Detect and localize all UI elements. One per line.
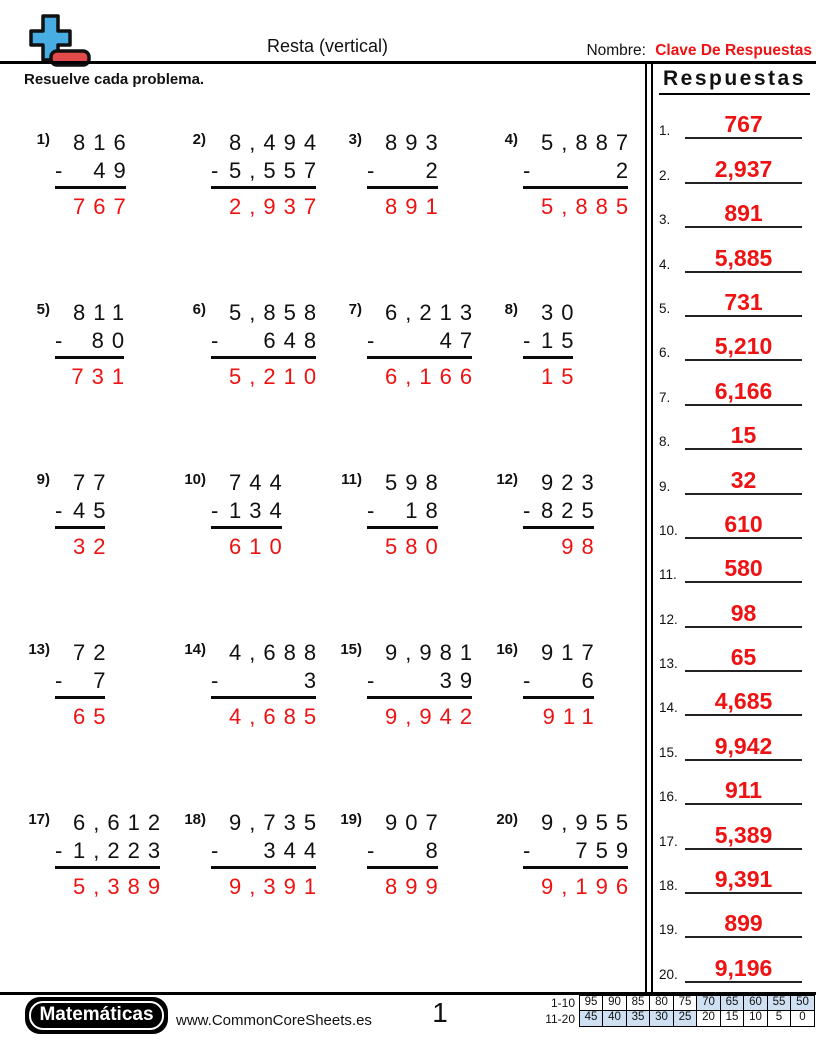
minuend: 5,858 — [229, 300, 325, 325]
name-row — [586, 42, 812, 60]
problem-body — [211, 638, 325, 730]
answer-number: 7. — [659, 389, 671, 405]
subtrahend: 80 — [91, 328, 133, 353]
subtrahend: 7 — [93, 668, 114, 693]
minus-sign: - — [55, 838, 63, 863]
subtrahend: 49 — [93, 158, 134, 183]
answer-number: 2. — [659, 167, 671, 183]
score-cell: 20 — [696, 1010, 721, 1028]
minus-sign: - — [211, 498, 219, 523]
answer-item — [659, 896, 808, 940]
problem-number: 3) — [348, 131, 362, 148]
answer-number: 4. — [659, 256, 671, 272]
subtraction-row — [211, 497, 290, 529]
problem-answer: 731 — [71, 364, 133, 389]
answer-item — [659, 363, 808, 407]
answer-value: 891 — [685, 200, 802, 228]
minus-sign: - — [523, 158, 531, 183]
minuend: 5,887 — [541, 130, 637, 155]
name-label: Nombre: — [586, 42, 646, 59]
answer-value: 9,942 — [685, 733, 802, 761]
problem-body — [523, 298, 582, 390]
answer-item — [659, 807, 808, 851]
problem-answer: 9,942 — [385, 704, 481, 729]
subtrahend: 18 — [405, 498, 446, 523]
subtraction-row — [367, 497, 446, 529]
score-cell: 5 — [767, 1010, 792, 1028]
problem-answer: 5,885 — [541, 194, 637, 219]
answer-item — [659, 97, 808, 141]
problem-answer: 4,685 — [229, 704, 325, 729]
answer-value: 5,389 — [685, 822, 802, 850]
answers-list — [659, 97, 808, 985]
answer-item — [659, 230, 808, 274]
answer-number: 16. — [659, 789, 678, 805]
answer-number: 18. — [659, 878, 678, 894]
subtraction-row — [211, 157, 325, 189]
problem-body — [211, 128, 325, 220]
minuend: 816 — [73, 130, 134, 155]
subtrahend: 47 — [439, 328, 481, 353]
minuend: 4,688 — [229, 640, 325, 665]
name-value: Clave De Respuestas — [655, 42, 812, 59]
subtrahend: 344 — [263, 838, 325, 863]
page-number: 1 — [432, 997, 448, 1028]
minuend: 907 — [385, 810, 446, 835]
problem-answer: 610 — [229, 534, 290, 559]
subtrahend: 759 — [575, 838, 637, 863]
answer-value: 5,210 — [685, 333, 802, 361]
minus-sign: - — [523, 498, 531, 523]
problem — [174, 802, 330, 972]
answer-item — [659, 630, 808, 674]
problem-answer: 767 — [73, 194, 134, 219]
answer-number: 13. — [659, 656, 678, 672]
answers-title-wrap — [659, 67, 808, 95]
answer-number: 3. — [659, 212, 671, 228]
score-cell: 40 — [602, 1010, 627, 1028]
problem — [330, 462, 486, 632]
problem-number: 20) — [496, 811, 518, 828]
score-cell: 80 — [649, 995, 674, 1011]
problem-body — [367, 638, 481, 730]
minuend: 917 — [541, 640, 602, 665]
problem-body — [367, 298, 481, 390]
subtraction-row — [55, 157, 134, 189]
minus-sign: - — [367, 668, 375, 693]
problem-answer: 2,937 — [229, 194, 325, 219]
score-cell: 50 — [790, 995, 815, 1011]
problem-answer: 9,196 — [541, 874, 637, 899]
problem-number: 12) — [496, 471, 518, 488]
score-cell: 60 — [743, 995, 768, 1011]
score-cell: 10 — [743, 1010, 768, 1028]
problem-answer: 98 — [561, 534, 602, 559]
score-row-label: 11-20 — [545, 1012, 575, 1026]
score-row-label: 1-10 — [550, 996, 575, 1010]
answer-item — [659, 763, 808, 807]
problem — [18, 462, 174, 632]
answer-item — [659, 141, 808, 185]
answer-value: 4,685 — [685, 688, 802, 716]
problem — [330, 292, 486, 462]
problem-body — [523, 128, 637, 220]
answer-value: 6,166 — [685, 378, 802, 406]
score-cell: 85 — [626, 995, 651, 1011]
answer-number: 12. — [659, 611, 678, 627]
answer-number: 15. — [659, 744, 678, 760]
subtraction-row — [367, 837, 446, 869]
problem — [174, 632, 330, 802]
problem-number: 5) — [36, 301, 50, 318]
answer-number: 5. — [659, 300, 671, 316]
subtraction-row — [523, 497, 602, 529]
answer-number: 9. — [659, 478, 671, 494]
answer-value: 15 — [685, 422, 802, 450]
answer-value: 9,196 — [685, 955, 802, 983]
problem-answer: 65 — [73, 704, 114, 729]
problem-number: 17) — [28, 811, 50, 828]
problem-number: 19) — [340, 811, 362, 828]
score-cell: 35 — [626, 1010, 651, 1028]
problem — [486, 462, 642, 632]
minuend: 6,612 — [73, 810, 169, 835]
problem-answer: 6,166 — [385, 364, 481, 389]
answer-number: 17. — [659, 833, 678, 849]
brand-name: Matemáticas — [29, 1001, 163, 1030]
subtraction-row — [211, 667, 325, 699]
minuend: 923 — [541, 470, 602, 495]
subtraction-row — [55, 667, 114, 699]
answer-item — [659, 275, 808, 319]
problem-number: 4) — [504, 131, 518, 148]
minuend: 9,955 — [541, 810, 637, 835]
score-cell: 55 — [767, 995, 792, 1011]
problem — [330, 122, 486, 292]
problem — [18, 292, 174, 462]
answer-item — [659, 186, 808, 230]
answer-value: 731 — [685, 289, 802, 317]
answer-number: 14. — [659, 700, 678, 716]
minuend: 72 — [73, 640, 114, 665]
score-cell: 75 — [673, 995, 698, 1011]
answer-item — [659, 718, 808, 762]
answer-number: 1. — [659, 123, 671, 139]
score-cell: 45 — [579, 1010, 604, 1028]
subtrahend: 2 — [615, 158, 637, 183]
subtrahend: 3 — [303, 668, 325, 693]
problem-number: 8) — [504, 301, 518, 318]
subtraction-row — [211, 837, 325, 869]
problem-number: 11) — [341, 471, 362, 488]
minuend: 811 — [73, 300, 133, 325]
problem — [486, 632, 642, 802]
problem — [486, 122, 642, 292]
brand-logo — [25, 997, 168, 1034]
problem-number: 16) — [496, 641, 518, 658]
problem-body — [523, 468, 602, 560]
minuend: 8,494 — [229, 130, 325, 155]
answer-value: 98 — [685, 600, 802, 628]
problem-body — [55, 808, 169, 900]
problem-body — [55, 468, 114, 560]
problem-body — [367, 128, 446, 220]
score-table — [534, 995, 815, 1027]
website-url: www.CommonCoreSheets.es — [176, 1012, 372, 1029]
subtraction-row — [523, 157, 637, 189]
score-cell: 25 — [673, 1010, 698, 1028]
problem-number: 14) — [184, 641, 206, 658]
problem-answer: 9,391 — [229, 874, 325, 899]
minuend: 744 — [229, 470, 290, 495]
subtrahend: 6 — [581, 668, 602, 693]
answer-item — [659, 674, 808, 718]
minus-sign: - — [55, 328, 63, 353]
subtrahend: 2 — [425, 158, 446, 183]
minus-sign: - — [55, 668, 63, 693]
problem-answer: 5,210 — [229, 364, 325, 389]
answer-item — [659, 585, 808, 629]
answer-item — [659, 408, 808, 452]
subtraction-row — [523, 837, 637, 869]
subtraction-row — [367, 667, 481, 699]
minus-sign: - — [211, 668, 219, 693]
subtraction-row — [367, 157, 446, 189]
subtrahend: 648 — [263, 328, 325, 353]
answer-value: 2,937 — [685, 156, 802, 184]
problem-body — [55, 638, 114, 730]
answer-value: 610 — [685, 511, 802, 539]
subtraction-row — [55, 837, 169, 869]
subtraction-row — [523, 327, 582, 359]
answer-number: 11. — [659, 567, 677, 583]
minus-sign: - — [367, 838, 375, 863]
problem-number: 13) — [28, 641, 50, 658]
problem-answer: 911 — [542, 704, 602, 729]
answer-number: 19. — [659, 922, 678, 938]
subtraction-row — [55, 497, 114, 529]
minuend: 893 — [385, 130, 446, 155]
answer-number: 8. — [659, 434, 671, 450]
problem-number: 7) — [348, 301, 362, 318]
answer-item — [659, 452, 808, 496]
minus-sign: - — [55, 158, 63, 183]
minuend: 77 — [73, 470, 114, 495]
answer-number: 10. — [659, 522, 678, 538]
problem-number: 15) — [340, 641, 362, 658]
problem-answer: 891 — [385, 194, 446, 219]
page-title: Resta (vertical) — [266, 36, 389, 56]
answer-value: 65 — [685, 644, 802, 672]
answer-value: 5,885 — [685, 245, 802, 273]
problem-answer: 5,389 — [73, 874, 169, 899]
minus-sign: - — [367, 328, 375, 353]
score-cell: 0 — [790, 1010, 815, 1028]
subtrahend: 39 — [439, 668, 481, 693]
problem-body — [55, 298, 133, 390]
minuend: 30 — [541, 300, 582, 325]
subtrahend: 5,557 — [229, 158, 325, 183]
minuend: 9,735 — [229, 810, 325, 835]
problem-body — [367, 468, 446, 560]
minus-sign: - — [211, 328, 219, 353]
problem-body — [211, 468, 290, 560]
answers-sidebar-inner — [651, 61, 816, 992]
minus-sign: - — [523, 838, 531, 863]
problem-answer: 15 — [541, 364, 582, 389]
problem-number: 6) — [192, 301, 206, 318]
answer-number: 20. — [659, 966, 678, 982]
subtraction-row — [211, 327, 325, 359]
answer-item — [659, 852, 808, 896]
minus-sign: - — [211, 838, 219, 863]
answer-value: 580 — [685, 555, 802, 583]
answer-value: 911 — [685, 777, 802, 805]
subtraction-row — [55, 327, 133, 359]
problem — [330, 632, 486, 802]
problem-body — [211, 808, 325, 900]
score-cell: 95 — [579, 995, 604, 1011]
minuend: 6,213 — [385, 300, 481, 325]
minus-sign: - — [367, 158, 375, 183]
subtrahend: 825 — [541, 498, 602, 523]
problem — [18, 802, 174, 972]
problem-body — [523, 808, 637, 900]
answer-item — [659, 319, 808, 363]
answers-title: Respuestas — [659, 67, 810, 95]
score-cell: 70 — [696, 995, 721, 1011]
answer-value: 9,391 — [685, 866, 802, 894]
problem-number: 2) — [192, 131, 206, 148]
subtraction-row — [367, 327, 481, 359]
minus-sign: - — [211, 158, 219, 183]
problem — [486, 802, 642, 972]
score-cell: 65 — [720, 995, 745, 1011]
problem-body — [211, 298, 325, 390]
answer-item — [659, 541, 808, 585]
problem — [486, 292, 642, 462]
subtrahend: 8 — [425, 838, 446, 863]
score-cell: 15 — [720, 1010, 745, 1028]
subtraction-row — [523, 667, 602, 699]
problem-number: 18) — [184, 811, 206, 828]
problem-number: 10) — [184, 471, 206, 488]
problem-answer: 580 — [385, 534, 446, 559]
score-cell: 30 — [649, 1010, 674, 1028]
problem-answer: 32 — [73, 534, 114, 559]
answer-item — [659, 940, 808, 984]
minus-sign: - — [523, 328, 531, 353]
problem — [174, 122, 330, 292]
minus-sign: - — [523, 668, 531, 693]
problem-body — [55, 128, 134, 220]
answer-item — [659, 497, 808, 541]
answer-number: 6. — [659, 345, 671, 361]
minus-sign: - — [367, 498, 375, 523]
problem — [330, 802, 486, 972]
subtrahend: 1,223 — [73, 838, 169, 863]
answer-value: 767 — [685, 111, 802, 139]
problem-body — [367, 808, 446, 900]
problem — [174, 292, 330, 462]
subtrahend: 45 — [73, 498, 114, 523]
answer-value: 899 — [685, 910, 802, 938]
problem-answer: 899 — [385, 874, 446, 899]
answers-sidebar — [645, 61, 816, 992]
score-cell: 90 — [602, 995, 627, 1011]
problem — [18, 122, 174, 292]
subtrahend: 15 — [541, 328, 582, 353]
score-row — [534, 1011, 815, 1027]
minuend: 9,981 — [385, 640, 481, 665]
answer-value: 32 — [685, 467, 802, 495]
minus-sign: - — [55, 498, 63, 523]
instruction-text: Resuelve cada problema. — [24, 71, 205, 88]
problem-body — [523, 638, 602, 730]
minuend: 598 — [385, 470, 446, 495]
problem-number: 1) — [36, 131, 50, 148]
subtrahend: 134 — [229, 498, 290, 523]
problem — [18, 632, 174, 802]
problem-number: 9) — [36, 471, 50, 488]
problems-grid — [18, 122, 648, 972]
problem — [174, 462, 330, 632]
